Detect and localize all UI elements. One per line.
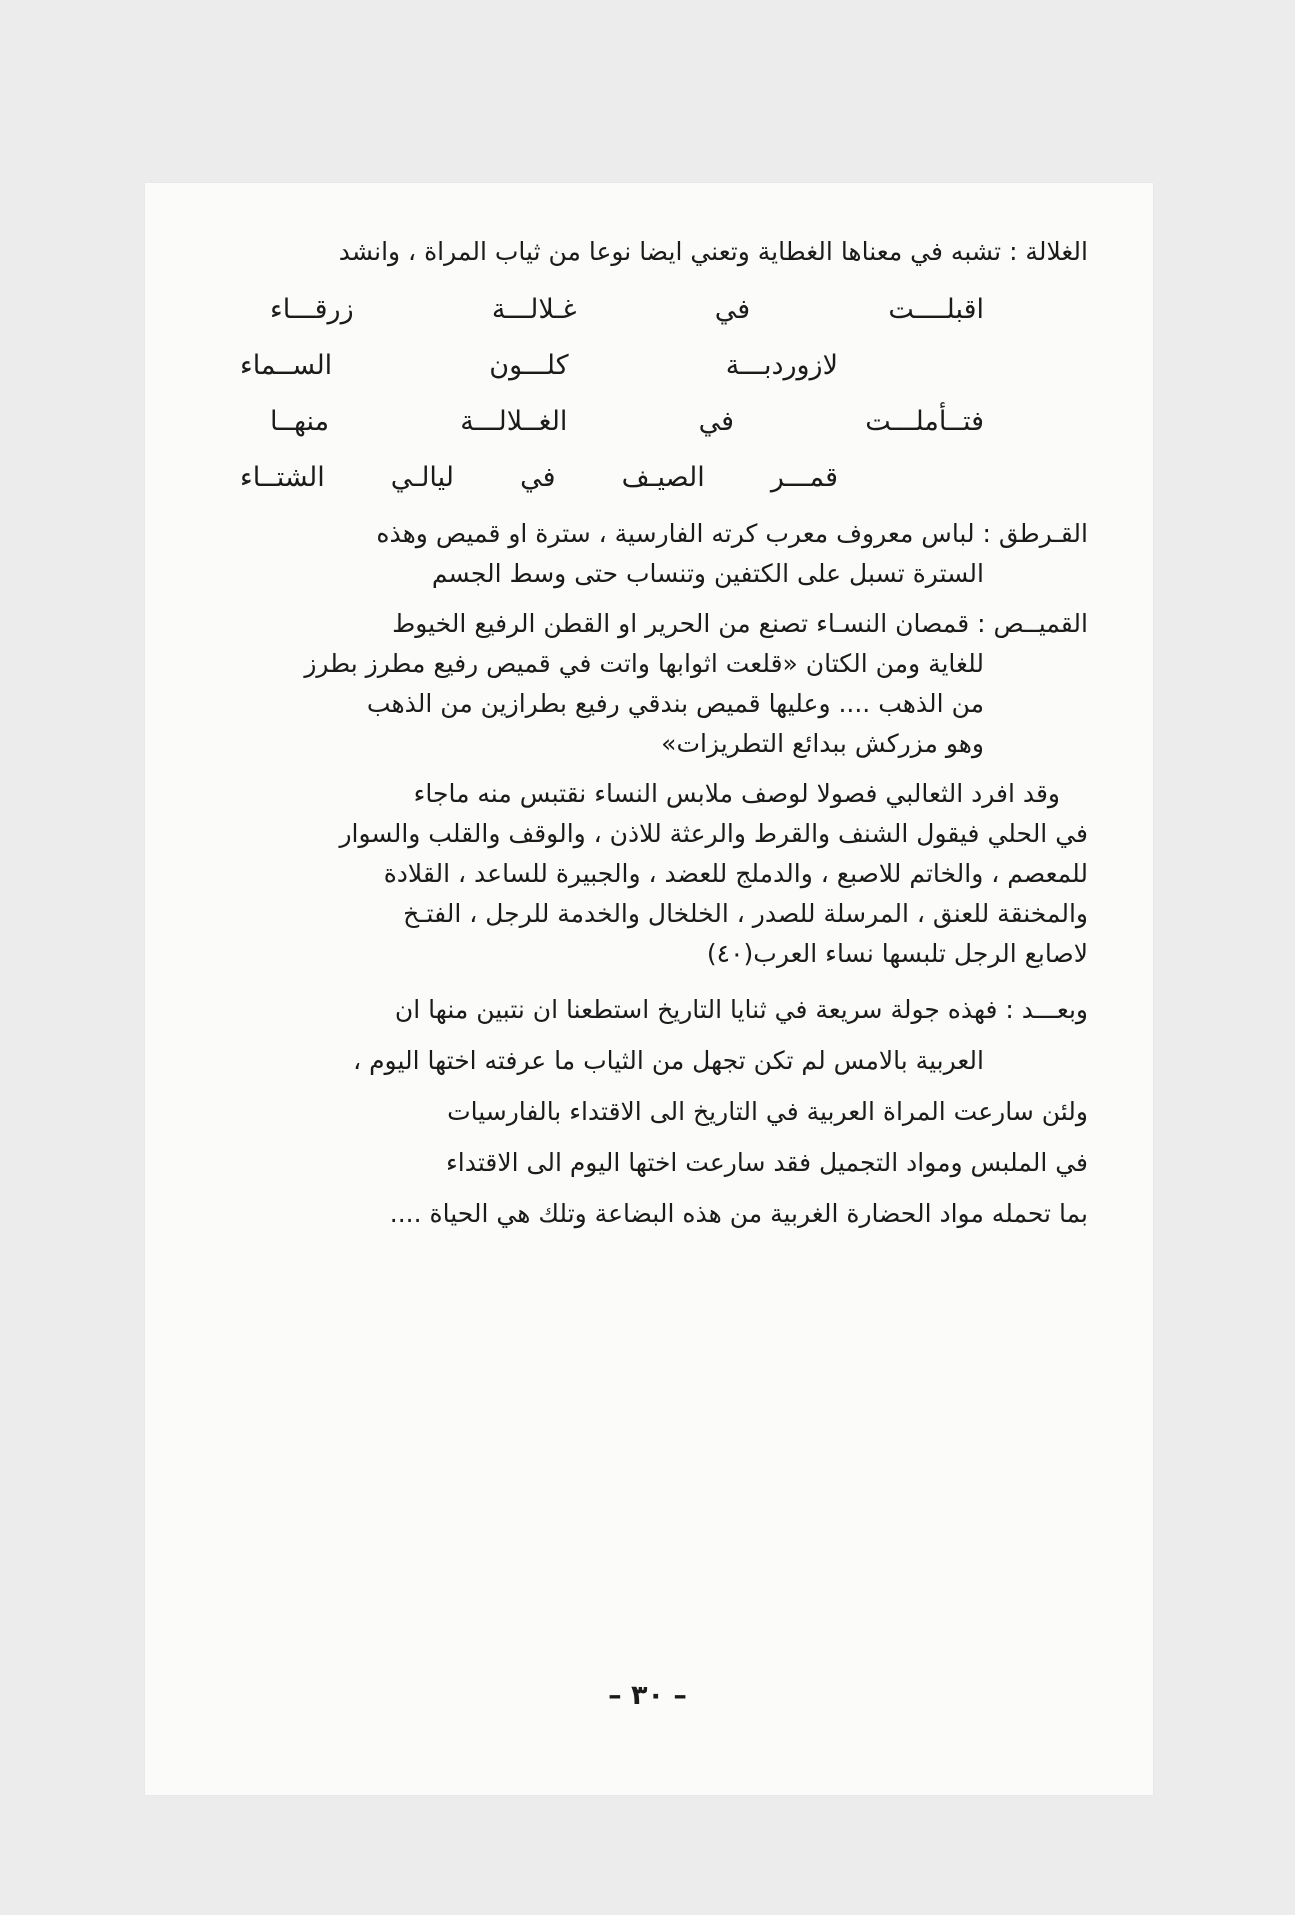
closing-line-2: العربية بالامس لم تكن تجهل من الثياب ما عرفته اختها اليوم ، bbox=[353, 1046, 984, 1075]
entry-qurtaq-definition: القـرطق : لباس معروف معرب كرته الفارسية ، سترة او قميص وهذه bbox=[376, 519, 1088, 548]
poem-verse-3: فتــأملـــت في الغــلالـــة منهــا bbox=[270, 406, 984, 437]
entry-qamis-line-2: للغاية ومن الكتان «قلعت اثوابها واتت في قميص رفيع مطرز بطرز bbox=[304, 649, 984, 678]
entry-qurtaq-continuation: السترة تسبل على الكتفين وتنساب حتى وسط الجسم bbox=[431, 559, 984, 588]
page-body bbox=[210, 232, 1088, 1239]
paragraph-line-1: وقد افرد الثعالبي فصولا لوصف ملابس النساء نقتبس منه ماجاء bbox=[413, 779, 1060, 808]
poem-verse-4: قمـــر الصيـف في ليالـي الشتــاء bbox=[240, 462, 838, 493]
poem-verse-2: لازوردبـــة كلـــون الســماء bbox=[240, 350, 838, 381]
paragraph-line-4: والمخنقة للعنق ، المرسلة للصدر ، الخلخال والخدمة للرجل ، الفتـخ bbox=[403, 899, 1088, 928]
closing-line-1: وبعـــد : فهذه جولة سريعة في ثنايا التاريخ استطعنا ان نتبين منها ان bbox=[394, 995, 1088, 1024]
entry-qamis-definition: القميــص : قمصان النسـاء تصنع من الحرير او القطن الرفيع الخيوط bbox=[392, 609, 1088, 638]
paragraph-line-2: في الحلي فيقول الشنف والقرط والرعثة للاذن ، والوقف والقلب والسوار bbox=[339, 819, 1088, 848]
poem-verse-1: اقبلــــت في غـلالـــة زرقـــاء bbox=[270, 294, 984, 325]
closing-line-4: في الملبس ومواد التجميل فقد سارعت اختها اليوم الى الاقتداء bbox=[446, 1148, 1088, 1177]
entry-qamis-line-3: من الذهب .... وعليها قميص بندقي رفيع بطرازين من الذهب bbox=[366, 689, 984, 718]
entry-qamis-line-4: وهو مزركش ببدائع التطريزات» bbox=[661, 729, 984, 758]
closing-line-3: ولئن سارعت المراة العربية في التاريخ الى الاقتداء بالفارسيات bbox=[447, 1097, 1088, 1126]
poem bbox=[210, 282, 1088, 506]
entry-ghilala-definition: الغلالة : تشبه في معناها الغطاية وتعني ايضا نوعا من ثياب المراة ، وانشد bbox=[338, 237, 1088, 266]
entry-qurtaq bbox=[210, 514, 1088, 594]
page-number: – ٣٠ – bbox=[608, 1680, 687, 1711]
closing-paragraph bbox=[210, 984, 1088, 1239]
entry-qamis bbox=[210, 604, 1088, 764]
paragraph-line-3: للمعصم ، والخاتم للاصبع ، والدملج للعضد ، والجبيرة للساعد ، القلادة bbox=[383, 859, 1088, 888]
paragraph-line-5: لاصابع الرجل تلبسها نساء العرب(٤٠) bbox=[706, 939, 1088, 968]
entry-ghilala bbox=[210, 232, 1088, 272]
thaalibi-paragraph bbox=[210, 774, 1088, 974]
closing-line-5: بما تحمله مواد الحضارة الغربية من هذه البضاعة وتلك هي الحياة .... bbox=[389, 1199, 1088, 1228]
